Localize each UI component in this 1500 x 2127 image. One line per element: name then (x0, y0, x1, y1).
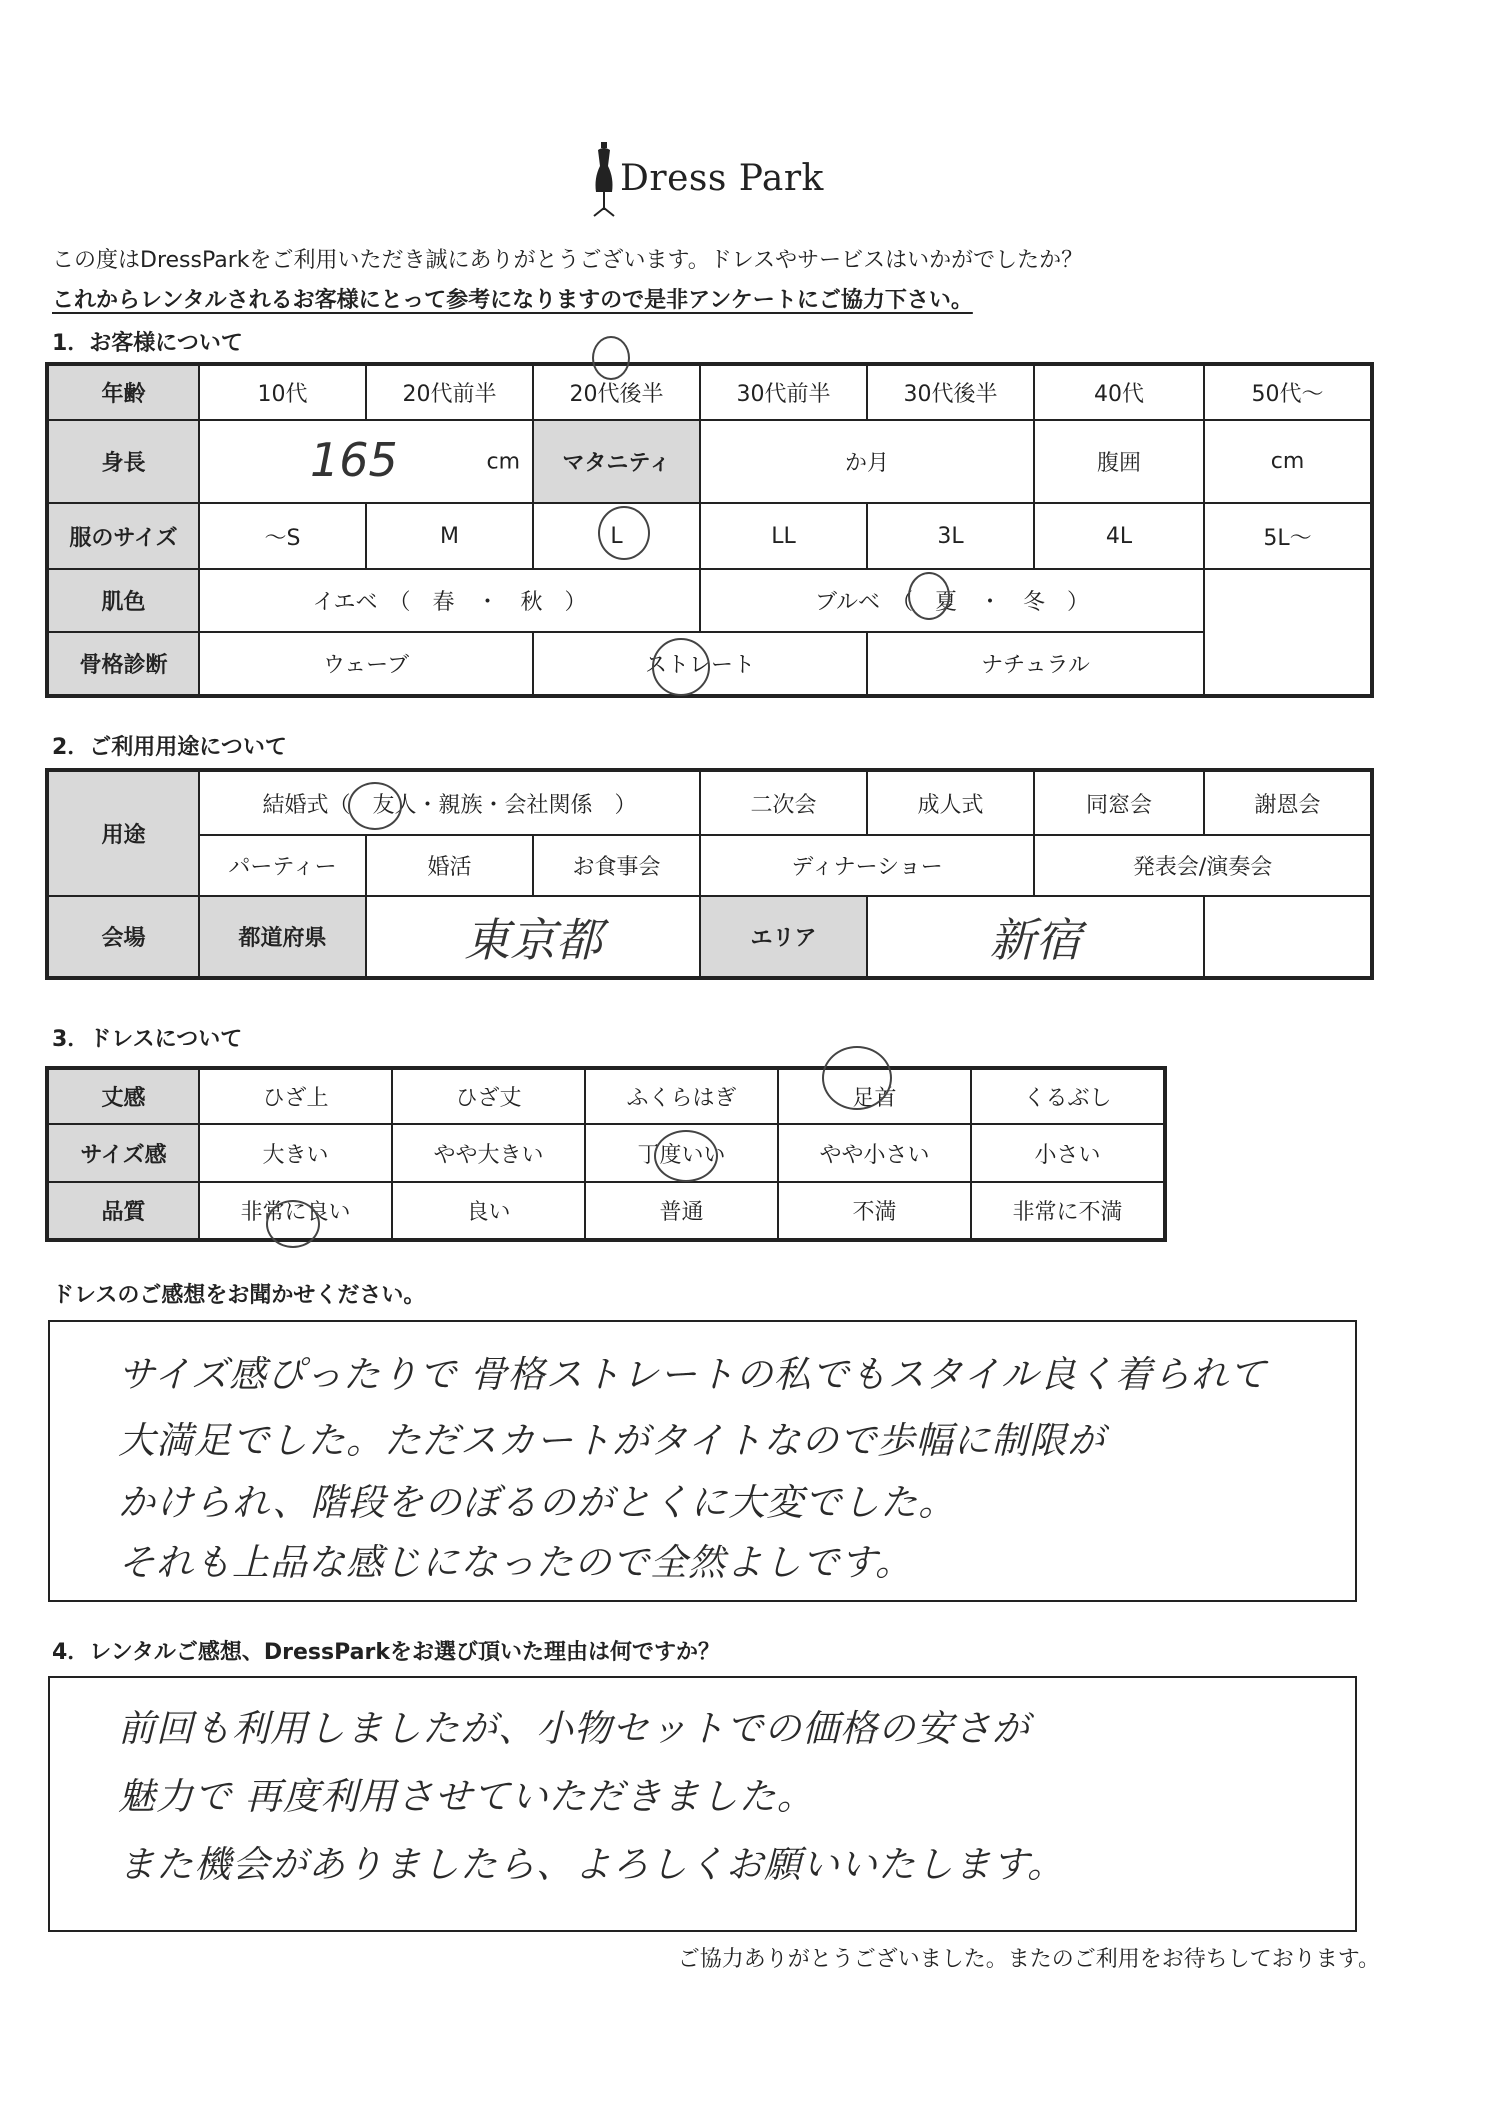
frame-label: 骨格診断 (47, 632, 199, 696)
age-option[interactable]: 50代〜 (1204, 364, 1372, 420)
section-4-title: 4．レンタルご感想、DressParkをお選び頂いた理由は何ですか？ (52, 1640, 720, 1665)
purpose-option[interactable]: パーティー (199, 835, 366, 896)
fit-option-selected[interactable]: 丁度いい (585, 1124, 778, 1182)
empty-cell (1204, 632, 1372, 696)
prefecture-field[interactable] (366, 896, 700, 978)
length-option[interactable]: ひざ丈 (392, 1068, 585, 1124)
length-option[interactable]: ひざ上 (199, 1068, 392, 1124)
waist-field[interactable] (1204, 420, 1372, 503)
skin-label: 肌色 (47, 569, 199, 632)
height-field[interactable] (199, 420, 533, 503)
quality-option[interactable]: 不満 (778, 1182, 971, 1240)
area-label: エリア (700, 896, 867, 978)
purpose-label: 用途 (47, 770, 199, 896)
size-label: 服のサイズ (47, 503, 199, 569)
length-label: 丈感 (47, 1068, 199, 1124)
fit-option[interactable]: やや大きい (392, 1124, 585, 1182)
fit-option[interactable]: 大きい (199, 1124, 392, 1182)
purpose-option[interactable]: 婚活 (366, 835, 533, 896)
quality-option[interactable]: 非常に不満 (971, 1182, 1165, 1240)
section-1-title: 1．お客様について (52, 331, 243, 356)
fit-label: サイズ感 (47, 1124, 199, 1182)
age-option[interactable]: 40代 (1034, 364, 1204, 420)
section-2-title: 2．ご利用用途について (52, 735, 287, 760)
waist-unit: cm (1270, 449, 1305, 474)
purpose-option[interactable]: 発表会/演奏会 (1034, 835, 1372, 896)
size-option-selected[interactable]: L (533, 503, 700, 569)
age-label: 年齢 (47, 364, 199, 420)
purpose-option[interactable]: 成人式 (867, 770, 1034, 835)
quality-option[interactable]: 良い (392, 1182, 585, 1240)
age-option[interactable]: 10代 (199, 364, 366, 420)
purpose-option[interactable]: 同窓会 (1034, 770, 1204, 835)
area-value: 新宿 (989, 912, 1082, 967)
dress-comment-line: それも上品な感じになったので全然よしです。 (118, 1541, 914, 1584)
dress-table (45, 1066, 1167, 1242)
dress-comment-box[interactable] (48, 1320, 1357, 1602)
age-option[interactable]: 30代前半 (700, 364, 867, 420)
empty-cell (1204, 569, 1372, 632)
footer-thanks: ご協力ありがとうございました。またのご利用をお待ちしております。 (677, 1947, 1380, 1972)
length-option[interactable]: ふくらはぎ (585, 1068, 778, 1124)
logo-text: Dress Park (620, 158, 824, 199)
empty-cell (1204, 896, 1372, 978)
age-option[interactable]: 30代後半 (867, 364, 1034, 420)
length-option-selected[interactable]: 足首 (778, 1068, 971, 1124)
purpose-option-wedding[interactable]: 結婚式（ 友人・親族・会社関係 ） (199, 770, 700, 835)
age-option[interactable]: 20代前半 (366, 364, 533, 420)
customer-table (45, 362, 1374, 698)
intro-line-2: これからレンタルされるお客様にとって参考になりますので是非アンケートにご協力下さい。 (52, 288, 973, 313)
frame-option-selected[interactable]: ストレート (533, 632, 867, 696)
fit-option[interactable]: やや小さい (778, 1124, 971, 1182)
rental-comment-box[interactable] (48, 1676, 1357, 1932)
purpose-option[interactable]: ディナーショー (700, 835, 1034, 896)
height-value: 165 (310, 433, 398, 487)
rental-comment-line: また機会がありましたら、よろしくお願いいたします。 (118, 1843, 1066, 1886)
fit-option[interactable]: 小さい (971, 1124, 1165, 1182)
venue-label: 会場 (47, 896, 199, 978)
dress-mannequin-icon (590, 140, 618, 220)
age-option-selected[interactable]: 20代後半 (533, 364, 700, 420)
waist-label: 腹囲 (1034, 420, 1204, 503)
length-option[interactable]: くるぶし (971, 1068, 1165, 1124)
rental-comment-line: 前回も利用しましたが、小物セットでの価格の安さが (118, 1707, 1030, 1750)
area-field[interactable] (867, 896, 1204, 978)
dress-comment-line: 大満足でした。ただスカートがタイトなので歩幅に制限が (118, 1419, 1106, 1462)
size-option[interactable]: 4L (1034, 503, 1204, 569)
maternity-months-unit: か月 (844, 451, 889, 476)
intro-line-1: この度はDressParkをご利用いただき誠にありがとうございます。ドレスやサービスはいかがでしたか？ (52, 248, 1084, 273)
frame-option[interactable]: ナチュラル (867, 632, 1204, 696)
section-3-title: 3．ドレスについて (52, 1027, 243, 1052)
skin-blue-option[interactable]: ブルベ （ 夏 ・ 冬 ） (700, 569, 1204, 632)
maternity-label: マタニティ (533, 420, 700, 503)
frame-option[interactable]: ウェーブ (199, 632, 533, 696)
purpose-option[interactable]: 謝恩会 (1204, 770, 1372, 835)
dress-comment-line: サイズ感ぴったりで 骨格ストレートの私でもスタイル良く着られて (118, 1353, 1268, 1396)
prefecture-label: 都道府県 (199, 896, 366, 978)
prefecture-value: 東京都 (464, 912, 603, 967)
height-unit: cm (486, 449, 520, 474)
size-option[interactable]: 5L〜 (1204, 503, 1372, 569)
size-option[interactable]: 3L (867, 503, 1034, 569)
height-label: 身長 (47, 420, 199, 503)
purpose-option[interactable]: 二次会 (700, 770, 867, 835)
dress-comment-prompt: ドレスのご感想をお聞かせください。 (52, 1283, 426, 1308)
quality-label: 品質 (47, 1182, 199, 1240)
size-option[interactable]: LL (700, 503, 867, 569)
purpose-option[interactable]: お食事会 (533, 835, 700, 896)
maternity-months-field[interactable] (700, 420, 1034, 503)
size-option[interactable]: 〜S (199, 503, 366, 569)
dress-comment-line: かけられ、階段をのぼるのがとくに大変でした。 (118, 1481, 957, 1524)
skin-yellow-option[interactable]: イエベ （ 春 ・ 秋 ） (199, 569, 700, 632)
quality-option[interactable]: 普通 (585, 1182, 778, 1240)
purpose-table (45, 768, 1374, 980)
brand-logo (590, 140, 920, 220)
quality-option-selected[interactable]: 非常に良い (199, 1182, 392, 1240)
rental-comment-line: 魅力で 再度利用させていただきました。 (118, 1775, 815, 1818)
size-option[interactable]: M (366, 503, 533, 569)
